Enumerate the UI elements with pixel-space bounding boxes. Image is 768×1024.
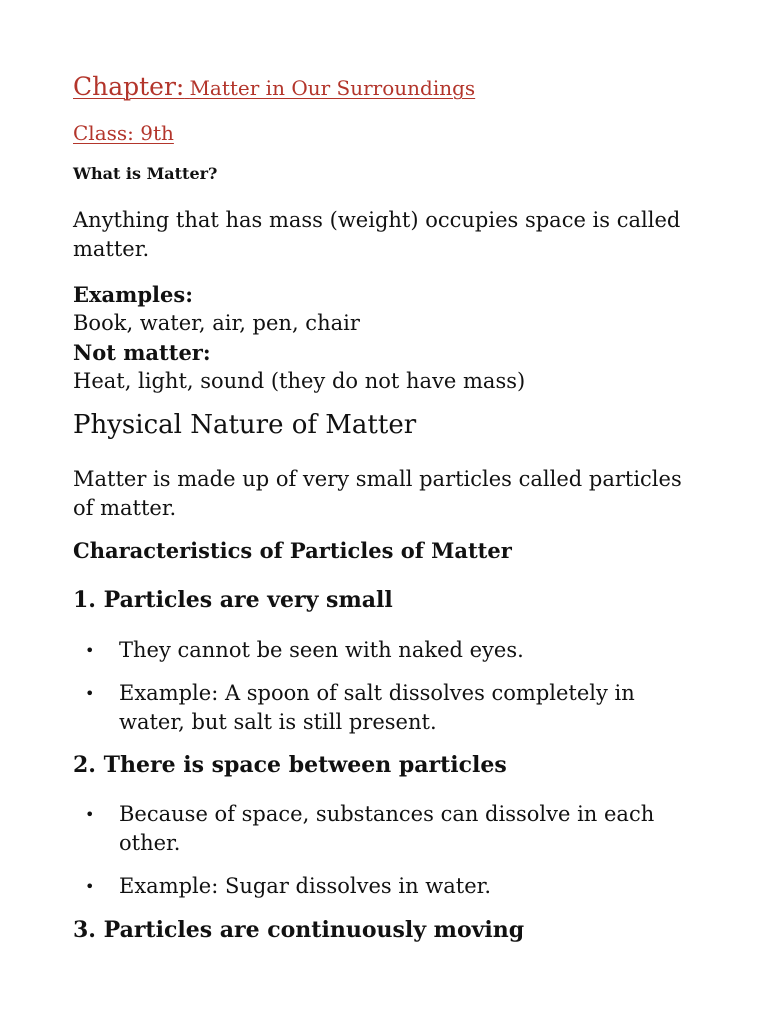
list-item xyxy=(73,800,673,858)
examples-label: Examples: xyxy=(73,282,193,307)
list-item xyxy=(73,679,673,737)
list-item-text: They cannot be seen with naked eyes. xyxy=(119,638,524,662)
section-heading-1: 1. Particles are very small xyxy=(73,587,393,613)
examples-block xyxy=(73,280,683,396)
question-heading: What is Matter? xyxy=(73,164,218,183)
physical-nature-paragraph: Matter is made up of very small particles called particles of matter. xyxy=(73,467,682,520)
list-item xyxy=(73,636,673,665)
examples-text: Book, water, air, pen, chair xyxy=(73,311,360,335)
chapter-heading xyxy=(73,72,475,101)
definition-paragraph: Anything that has mass (weight) occupies space is called matter. xyxy=(73,208,681,261)
bullet-dot-icon: • xyxy=(85,684,95,703)
characteristics-heading: Characteristics of Particles of Matter xyxy=(73,538,512,563)
not-matter-text: Heat, light, sound (they do not have mass) xyxy=(73,369,526,393)
bullet-dot-icon: • xyxy=(85,877,95,896)
list-item-text: Example: A spoon of salt dissolves completely in water, but salt is still present. xyxy=(119,681,635,734)
list-item-text: Because of space, substances can dissolve in each other. xyxy=(119,802,655,855)
section-heading-3: 3. Particles are continuously moving xyxy=(73,917,525,943)
physical-nature-heading: Physical Nature of Matter xyxy=(73,410,417,440)
bullet-list-2 xyxy=(73,800,673,915)
bullet-dot-icon: • xyxy=(85,805,95,824)
bullet-list-1 xyxy=(73,636,673,751)
bullet-dot-icon: • xyxy=(85,641,95,660)
list-item xyxy=(73,872,673,901)
chapter-label: Chapter: xyxy=(73,72,185,101)
chapter-title: Matter in Our Surroundings xyxy=(189,76,476,100)
list-item-text: Example: Sugar dissolves in water. xyxy=(119,874,492,898)
class-heading: Class: 9th xyxy=(73,121,174,145)
not-matter-label: Not matter: xyxy=(73,340,211,365)
section-heading-2: 2. There is space between particles xyxy=(73,752,507,778)
